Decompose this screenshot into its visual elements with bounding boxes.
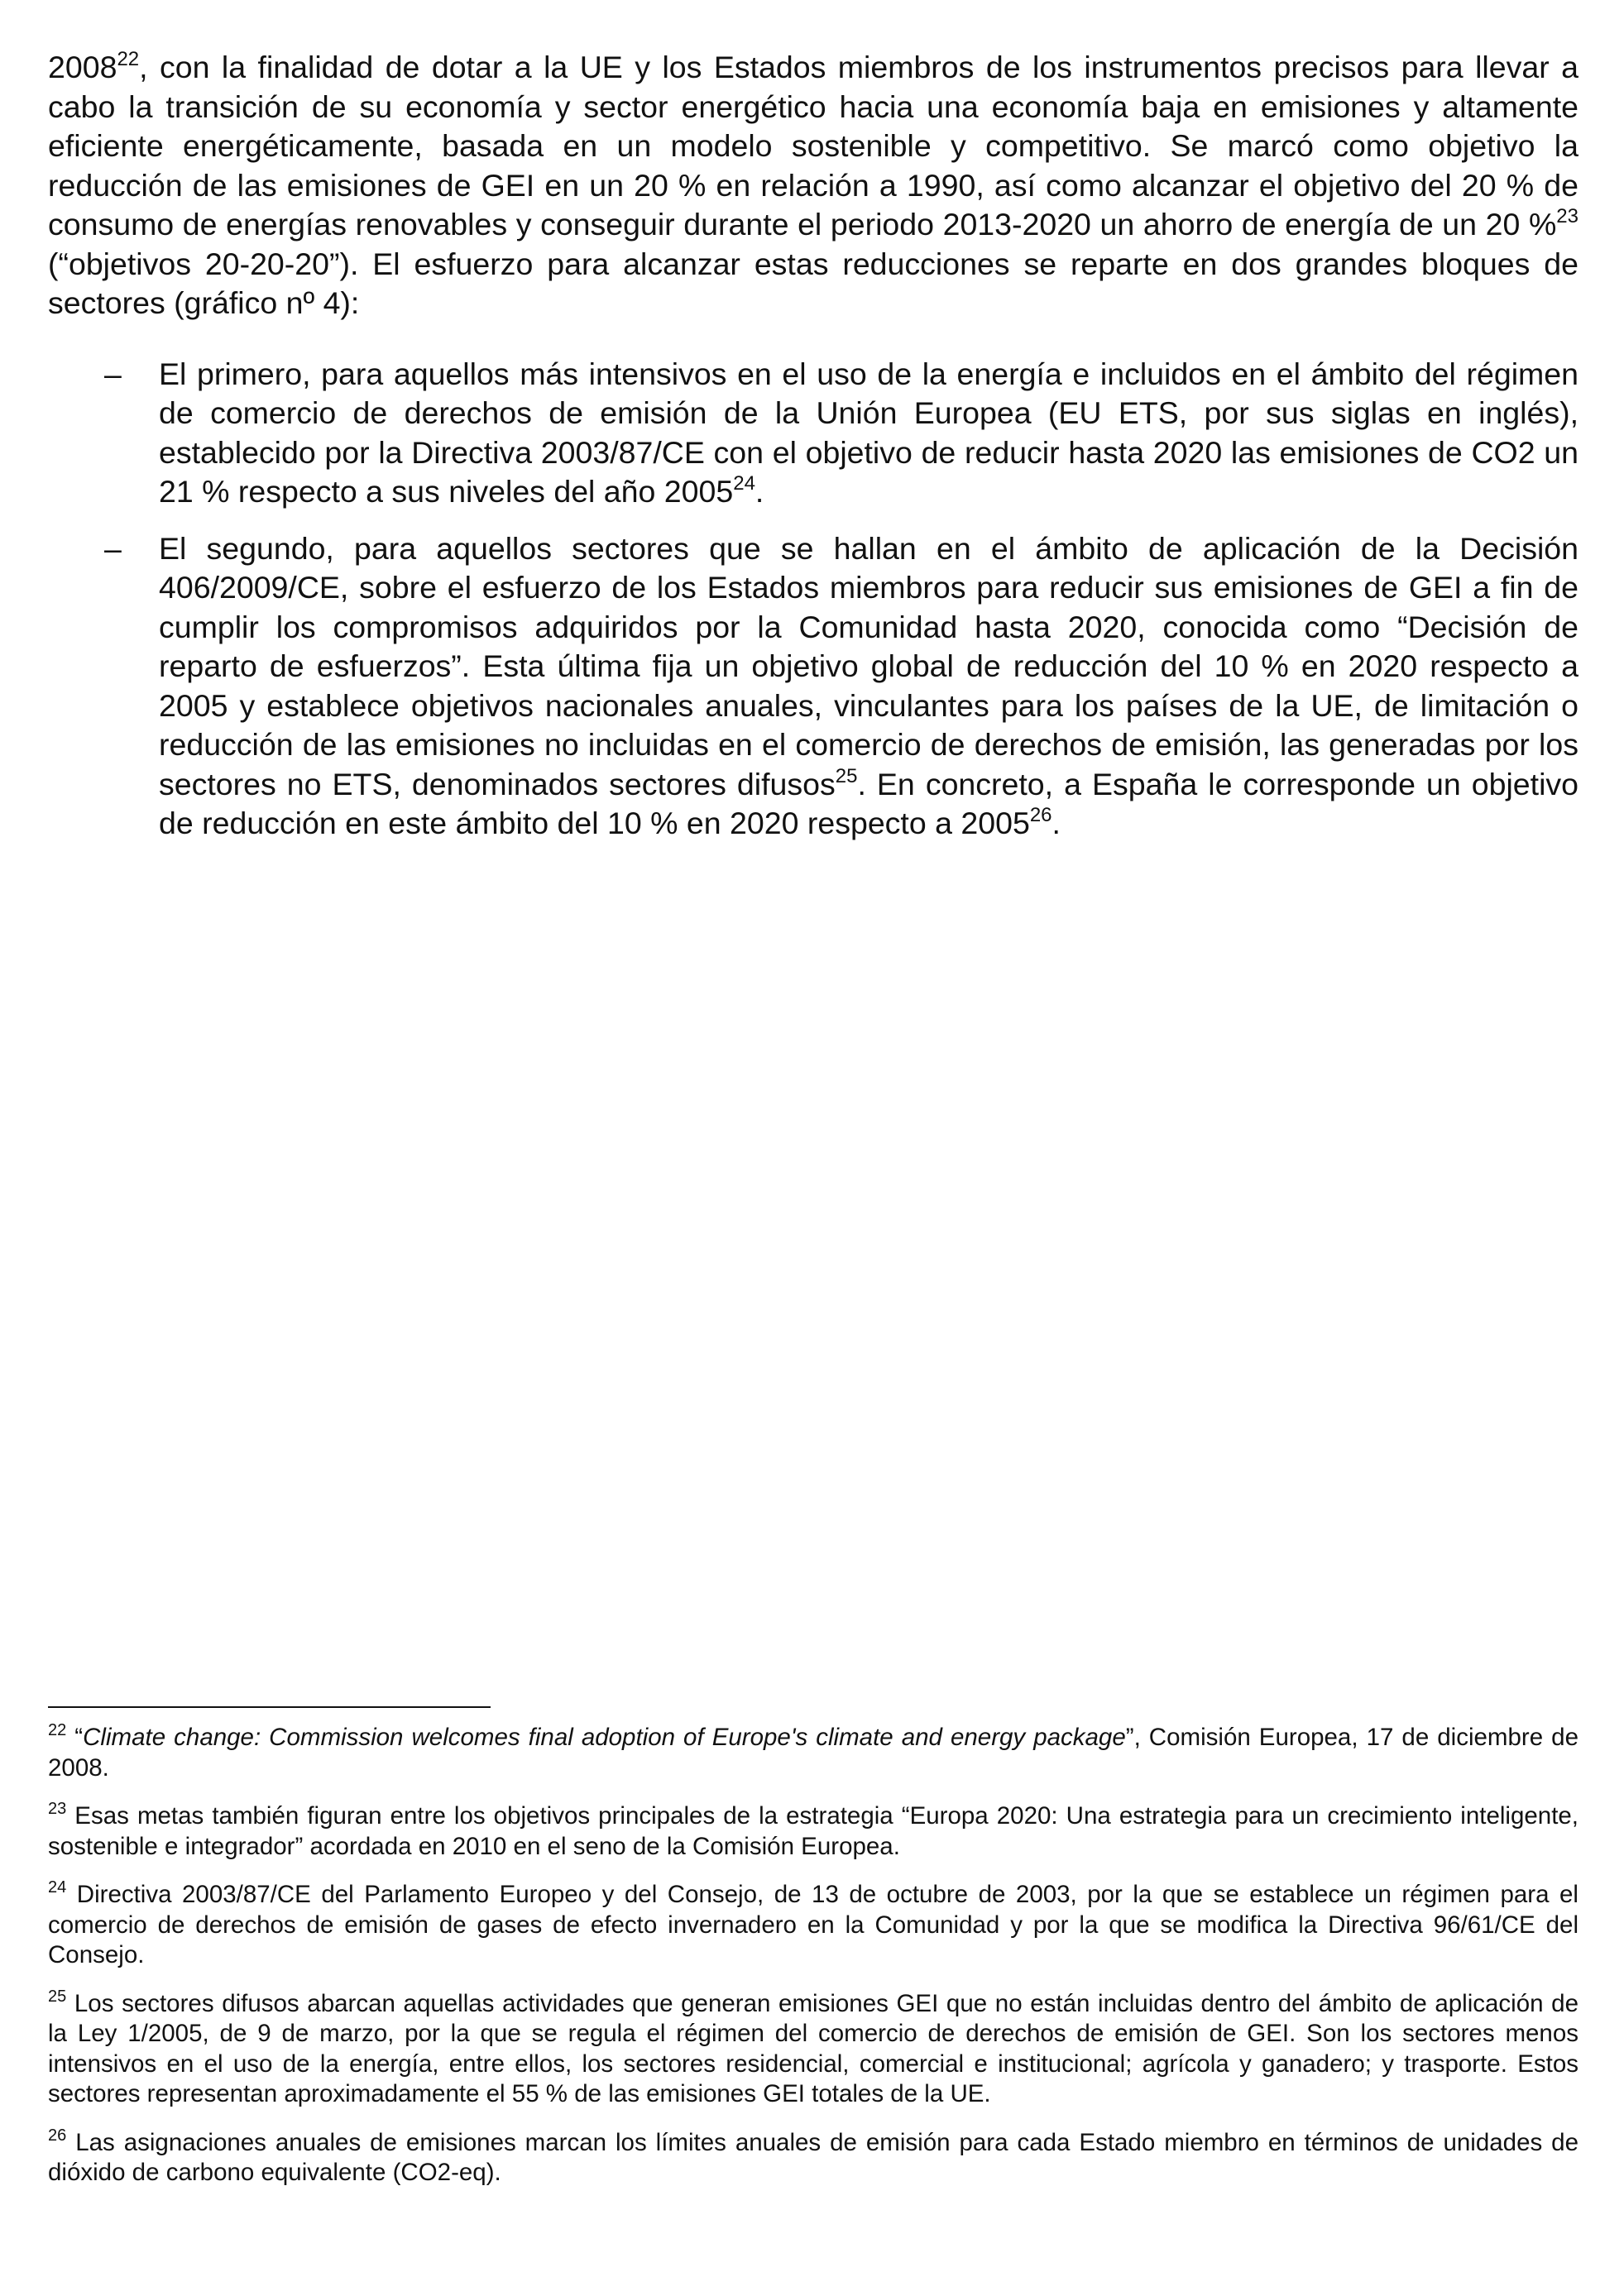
- footnote-separator: [48, 1706, 491, 1708]
- footnote-24: [48, 1880, 1578, 1971]
- footnote-ref-22[interactable]: 22: [117, 48, 140, 70]
- ets-text: El primero, para aquellos más intensivos en el uso de la energía e incluidos en el ámbito del régimen de comercio de derechos de emisión de la Unión Europea (EU ETS, por sus siglas en inglés), establecido por la Directiva 2003/87/CE con el objetivo de reducir hasta 2020 las emisiones de CO2 un 21 % respecto a sus niveles del año 2005: [159, 356, 1578, 509]
- non-ets-tail: .: [1052, 806, 1061, 840]
- sector-blocks-list: [48, 355, 1578, 844]
- footnote-text: ”, Comisión Europea, 17 de diciembre de 2008.: [48, 1724, 1578, 1782]
- footnote-text: Directiva 2003/87/CE del Parlamento Europeo y del Consejo, de 13 de octubre de 2003, por la que se establece un régimen para el comercio de derechos de emisión de gases de efecto invernadero en la Comunidad y por la que se modifica la Directiva 96/61/CE del Consejo.: [48, 1881, 1578, 1968]
- footnote-italic-title: Climate change: Commission welcomes final adoption of Europe's climate and energy package: [83, 1724, 1126, 1751]
- intro-paragraph: [48, 48, 1578, 323]
- intro-start: 2008: [48, 50, 117, 84]
- footnote-number: 23: [48, 1800, 67, 1818]
- footnote-open-quote: “: [66, 1724, 84, 1751]
- list-item-non-ets: [48, 529, 1578, 844]
- non-ets-text: El segundo, para aquellos sectores que se hallan en el ámbito de aplicación de la Decisión 406/2009/CE, sobre el esfuerzo de los Estados miembros para reducir sus emisiones de GEI a fin de cumplir los compromisos adquiridos por la Comunidad hasta 2020, conocida como “Decisión de reparto de esfuerzos”. Esta última fija un objetivo global de reducción del 10 % en 2020 respecto a 2005 y establece objetivos nacionales anuales, vinculantes para los países de la UE, de limitación o reducción de las emisiones no incluidas en el comercio de derechos de emisión, las generadas por los sectores no ETS, denominados sectores difusos: [159, 530, 1578, 801]
- intro-text-2: (“objetivos 20-20-20”). El esfuerzo para alcanzar estas reducciones se reparte en dos grandes bloques de sectores (gráfico nº 4):: [48, 246, 1578, 320]
- footnote-number: 22: [48, 1721, 67, 1739]
- footnote-ref-25[interactable]: 25: [835, 764, 858, 787]
- footnote-text: Los sectores difusos abarcan aquellas actividades que generan emisiones GEI que no están incluidas dentro del ámbito de aplicación de la Ley 1/2005, de 9 de marzo, por la que se regula el régimen del comercio de derechos de emisión de GEI. Son los sectores menos intensivos en el uso de la energía, entre ellos, los sectores residencial, comercial e institucional; agrícola y ganadero; y trasporte. Estos sectores representan aproximadamente el 55 % de las emisiones GEI totales de la UE.: [48, 1989, 1578, 2107]
- footnote-number: 25: [48, 1987, 67, 2006]
- list-item-text: [159, 529, 1578, 844]
- footnote-25: [48, 1989, 1578, 2110]
- footnote-number: 26: [48, 2126, 67, 2145]
- list-item-text: [159, 355, 1578, 512]
- footnote-ref-23[interactable]: 23: [1556, 205, 1578, 227]
- footnote-23: [48, 1801, 1578, 1862]
- dash-bullet-icon: –: [104, 356, 122, 391]
- intro-text-1: , con la finalidad de dotar a la UE y los Estados miembros de los instrumentos precisos para llevar a cabo la transición de su economía y sector energético hacia una economía baja en emisiones y altamente eficiente energéticamente, basada en un modelo sostenible y competitivo. Se marcó como objetivo la reducción de las emisiones de GEI en un 20 % en relación a 1990, así como alcanzar el objetivo del 20 % de consumo de energías renovables y conseguir durante el periodo 2013-2020 un ahorro de energía de un 20 %: [48, 50, 1578, 242]
- document-page: [48, 48, 1578, 861]
- footnote-26: [48, 2128, 1578, 2188]
- footnote-ref-26[interactable]: 26: [1029, 804, 1052, 826]
- footnote-ref-24[interactable]: 24: [733, 472, 755, 495]
- footnote-22: [48, 1723, 1578, 1783]
- list-item-ets: [48, 355, 1578, 512]
- non-ets-text-2: . En concreto, a España le corresponde un objetivo de reducción en este ámbito del 10 % en 2020 respecto a 2005: [159, 766, 1578, 840]
- footnotes-section: [48, 1706, 1578, 2207]
- ets-tail: .: [755, 474, 764, 509]
- footnote-text: Esas metas también figuran entre los objetivos principales de la estrategia “Europa 2020: Una estrategia para un crecimiento inteligente, sostenible e integrador” acordada en 2010 en el seno de la Comisión Europea.: [48, 1802, 1578, 1860]
- footnote-text: Las asignaciones anuales de emisiones marcan los límites anuales de emisión para cada Estado miembro en términos de unidades de dióxido de carbono equivalente (CO2-eq).: [48, 2128, 1578, 2186]
- dash-bullet-icon: –: [104, 530, 122, 566]
- footnote-number: 24: [48, 1878, 67, 1897]
